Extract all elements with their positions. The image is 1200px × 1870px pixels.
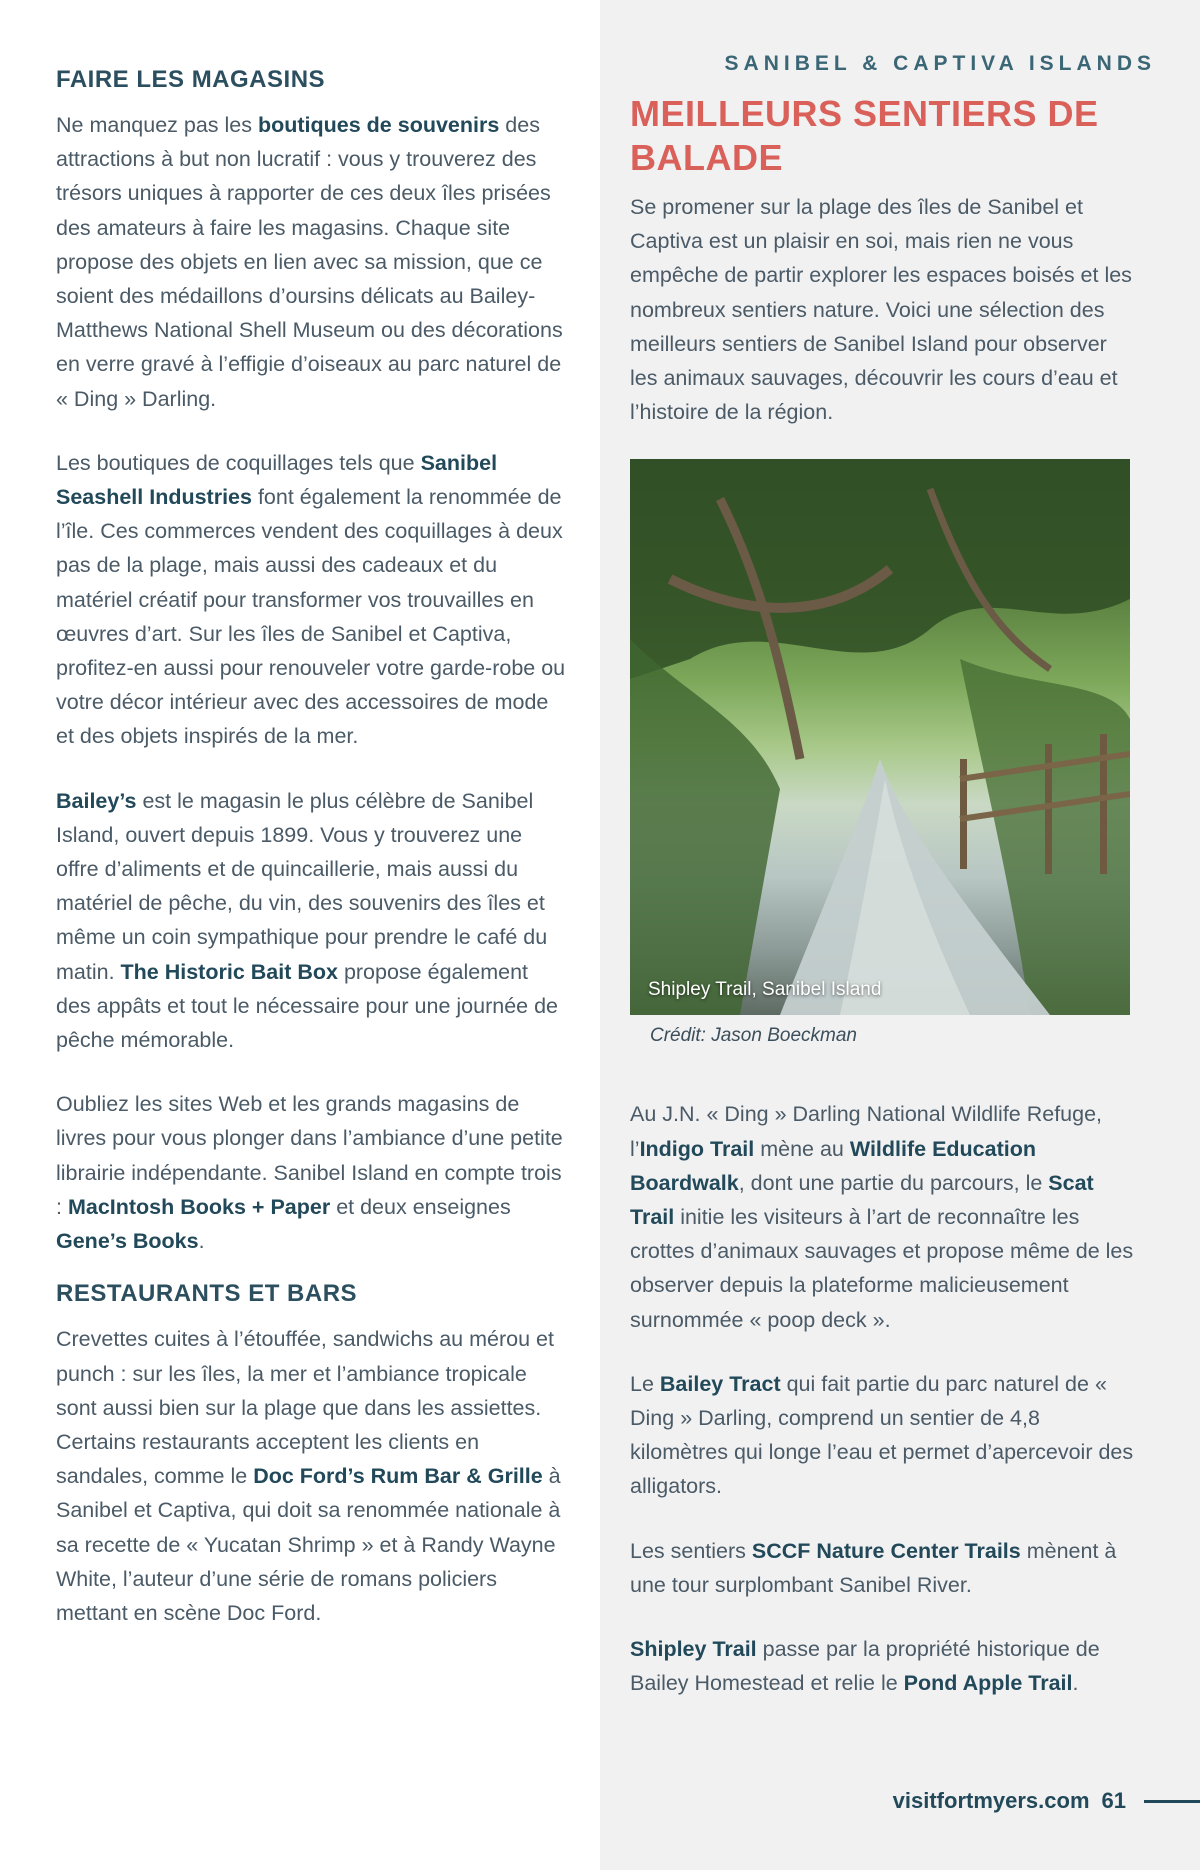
restaurants-heading: RESTAURANTS ET BARS <box>56 1280 358 1308</box>
page-number: 61 <box>1101 1788 1126 1813</box>
page-footer <box>893 1786 1200 1816</box>
restaurants-paragraph-1 <box>56 1322 566 1630</box>
feature-lead: Se promener sur la plage des îles de Sanibel et Captiva est un plaisir en soi, mais rien ne vous empêche de partir explorer les espaces boisés et les nombreux sentiers nature. Voici une sélection des meilleurs sentiers de Sanibel Island pour observer les animaux sauvages, découvrir les cours d’eau et l’histoire de la région. <box>630 195 1132 425</box>
bold-name: Gene’s Books <box>56 1229 199 1254</box>
bold-name: SCCF Nature Center Trails <box>751 1538 1021 1563</box>
feature-title: MEILLEURS SENTIERS DE BALADE <box>630 93 1099 178</box>
photo-caption: Shipley Trail, Sanibel Island <box>648 979 882 1001</box>
text-run: Les boutiques de coquillages tels que <box>56 450 421 475</box>
footer-website[interactable]: visitfortmyers.com <box>892 1788 1090 1813</box>
left-column <box>56 64 566 1660</box>
bold-name: Bailey Tract <box>659 1371 781 1396</box>
section-kicker: SANIBEL & CAPTIVA ISLANDS <box>724 52 1156 75</box>
text-run: . <box>198 1229 205 1254</box>
shopping-heading: FAIRE LES MAGASINS <box>56 66 326 93</box>
text-run: Au J.N. « Ding » Darling National Wildlife Refuge, l’ <box>630 1102 1103 1161</box>
bold-name: Sanibel Seashell Industries <box>56 450 498 510</box>
text-run: font également la renommée de l’île. Ces commerces vendent des coquillages à deux pas de la plage, mais aussi des cadeaux et du matériel créatif pour transformer vos trouvailles en œuvres d’art. Sur les îles de Sanibel et Captiva, profitez-en aussi pour renouveler votre garde-robe ou votre décor intérieur avec des accessoires de mode et des objets inspirés de la mer. <box>56 485 566 749</box>
text-run: et deux enseignes <box>330 1194 511 1219</box>
text-run: Oubliez les sites Web et les grands magasins de livres pour vous plonger dans l’ambiance d’une petite librairie indépendante. Sanibel Island en compte trois : <box>56 1092 563 1219</box>
bold-name: Pond Apple Trail <box>903 1671 1073 1696</box>
trail-paragraph-3 <box>630 1534 1140 1602</box>
text-run: propose également des appâts et tout le nécessaire pour une journée de pêche mémorable. <box>56 959 559 1053</box>
text-run: Crevettes cuites à l’étouffée, sandwichs au mérou et punch : sur les îles, la mer et l’ambiance tropicale sont aussi bien sur la plage que dans les assiettes. Certains restaurants acceptent les clients en sandales, comme le <box>56 1327 554 1489</box>
photo-credit: Crédit: Jason Boeckman <box>650 1025 857 1047</box>
bold-name: The Historic Bait Box <box>120 959 338 984</box>
bold-name: MacIntosh Books + Paper <box>67 1194 331 1219</box>
right-column <box>630 40 1156 1730</box>
text-run: qui fait partie du parc naturel de « Ding » Darling, comprend un sentier de 4,8 kilomètres qui longe l’eau et permet d’apercevoir des alligators. <box>630 1371 1134 1499</box>
shopping-paragraph-1 <box>56 108 566 416</box>
text-run: des attractions à but non lucratif : vous y trouverez des trésors uniques à rapporter de ces deux îles prisées des amateurs à faire les magasins. Chaque site propose des objets en lien avec sa mission, que ce soient des médaillons d’oursins délicats au Bailey-Matthews National Shell Museum ou des décorations en verre gravé à l’effigie d’oiseaux au parc naturel de « Ding » Darling. <box>56 113 563 411</box>
bold-name: Scat Trail <box>630 1170 1094 1230</box>
trail-scene-illustration <box>630 459 1130 1015</box>
bold-name: Bailey’s <box>56 788 137 813</box>
trail-photo <box>630 459 1130 1015</box>
bold-name: Wildlife Education Boardwalk <box>630 1136 1037 1195</box>
text-run: , dont une partie du parcours, le <box>738 1170 1049 1195</box>
text-run: mène au <box>754 1136 850 1161</box>
text-run: passe par la propriété historique de Bailey Homestead et relie le <box>630 1637 1100 1696</box>
shopping-paragraph-3 <box>56 784 566 1058</box>
trail-paragraph-2 <box>630 1367 1140 1504</box>
text-run: initie les visiteurs à l’art de reconnaître les crottes d’animaux sauvages et propose même de les observer depuis la plateforme malicieusement surnommée « poop deck ». <box>630 1205 1134 1332</box>
text-run: . <box>1072 1671 1079 1696</box>
trail-paragraph-4 <box>630 1632 1140 1700</box>
footer-rule <box>1144 1800 1200 1803</box>
bold-name: Shipley Trail <box>630 1637 757 1662</box>
shopping-paragraph-2 <box>56 446 566 754</box>
bold-name: boutiques de souvenirs <box>257 113 500 137</box>
text-run: est le magasin le plus célèbre de Sanibel Island, ouvert depuis 1899. Vous y trouverez une offre d’aliments et de quincaillerie, mais aussi du matériel de pêche, du vin, des souvenirs des îles et même un coin sympathique pour prendre le café du matin. <box>56 788 548 984</box>
trail-paragraph-1 <box>630 1097 1140 1336</box>
text-run: à Sanibel et Captiva, qui doit sa renommée nationale à sa recette de « Yucatan Shrimp » et à Randy Wayne White, l’auteur d’une série de romans policiers mettant en scène Doc Ford. <box>56 1464 561 1625</box>
text-run: Ne manquez pas les <box>56 113 258 137</box>
bold-name: Doc Ford’s Rum Bar & Grille <box>253 1464 543 1489</box>
text-run: Le <box>630 1371 660 1396</box>
bold-name: Indigo Trail <box>639 1136 755 1161</box>
text-run: Les sentiers <box>630 1538 752 1563</box>
text-run: mènent à une tour surplombant Sanibel River. <box>630 1538 1117 1597</box>
shopping-paragraph-4 <box>56 1087 566 1258</box>
